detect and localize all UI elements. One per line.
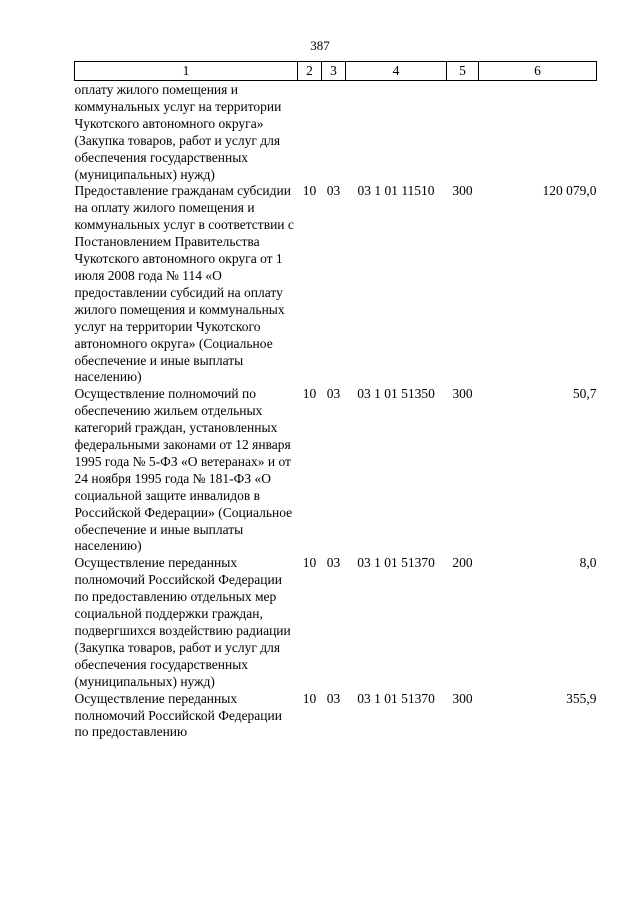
row-section: 10: [302, 183, 317, 199]
row-expense-type: 300: [452, 690, 473, 706]
row-amount: 50,7: [572, 386, 597, 402]
page-number: 387: [310, 38, 330, 53]
table-row: [75, 183, 597, 386]
row-target-article: 03 1 01 11510: [357, 183, 435, 199]
table-row: [75, 691, 597, 742]
row-amount: 8,0: [579, 555, 597, 571]
table-row: [75, 555, 597, 690]
row-name: Осуществление переданных полномочий Российской Федерации по предоставлению отдельных мер социальной поддержки граждан, подвергшихся воздействию радиации (Закупка товаров, работ и услуг для обеспечения государственных (муниципальных) нужд): [74, 555, 291, 689]
row-subsection: 03: [326, 555, 341, 571]
row-target-article: 03 1 01 51370: [357, 690, 435, 706]
row-name: Предоставление гражданам субсидии на оплату жилого помещения и коммунальных услуг в соответствии с Постановлением Правительства Чукотского автономного округа от 1 июля 2008 года № 114 «О предоставлении субсидий на оплату жилого помещения и коммунальных услуг на территории Чукотского автономного округа» (Социальное обеспечение и иные выплаты населению): [74, 183, 294, 385]
table-row: [75, 81, 597, 184]
row-subsection: 03: [326, 386, 341, 402]
row-amount: [479, 81, 597, 184]
row-section: 10: [302, 555, 317, 571]
row-target-article: 03 1 01 51350: [357, 386, 435, 402]
header-col-3: 3: [322, 62, 346, 81]
row-target-article: [346, 81, 447, 184]
row-subsection: [322, 81, 346, 184]
row-name: Осуществление полномочий по обеспечению жильем отдельных категорий граждан, установленных федеральными законами от 12 января 1995 года № 5-ФЗ «О ветеранах» и от 24 ноября 1995 года № 181-ФЗ «О социальной защите инвалидов в Российской Федерации» (Социальное обеспечение и иные выплаты населению): [74, 386, 293, 554]
row-subsection: 03: [326, 690, 341, 706]
row-amount: 355,9: [566, 690, 597, 706]
header-col-6: 6: [479, 62, 597, 81]
header-col-2: 2: [298, 62, 322, 81]
header-col-4: 4: [346, 62, 447, 81]
row-section: 10: [302, 386, 317, 402]
row-name: оплату жилого помещения и коммунальных услуг на территории Чукотского автономного округа» (Закупка товаров, работ и услуг для обеспечения государственных (муниципальных) нужд): [74, 82, 282, 182]
table-row: [75, 386, 597, 555]
row-amount: 120 079,0: [542, 183, 597, 199]
header-col-1: 1: [75, 62, 298, 81]
row-subsection: 03: [326, 183, 341, 199]
row-section: [298, 81, 322, 184]
budget-table: [74, 61, 597, 741]
row-expense-type: 200: [452, 555, 473, 571]
header-col-5: 5: [447, 62, 479, 81]
row-section: 10: [302, 690, 317, 706]
row-expense-type: 300: [452, 183, 473, 199]
row-expense-type: [447, 81, 479, 184]
row-name: Осуществление переданных полномочий Российской Федерации по предоставлению: [74, 690, 282, 740]
row-target-article: 03 1 01 51370: [357, 555, 435, 571]
row-expense-type: 300: [452, 386, 473, 402]
table-header-row: [75, 62, 597, 81]
